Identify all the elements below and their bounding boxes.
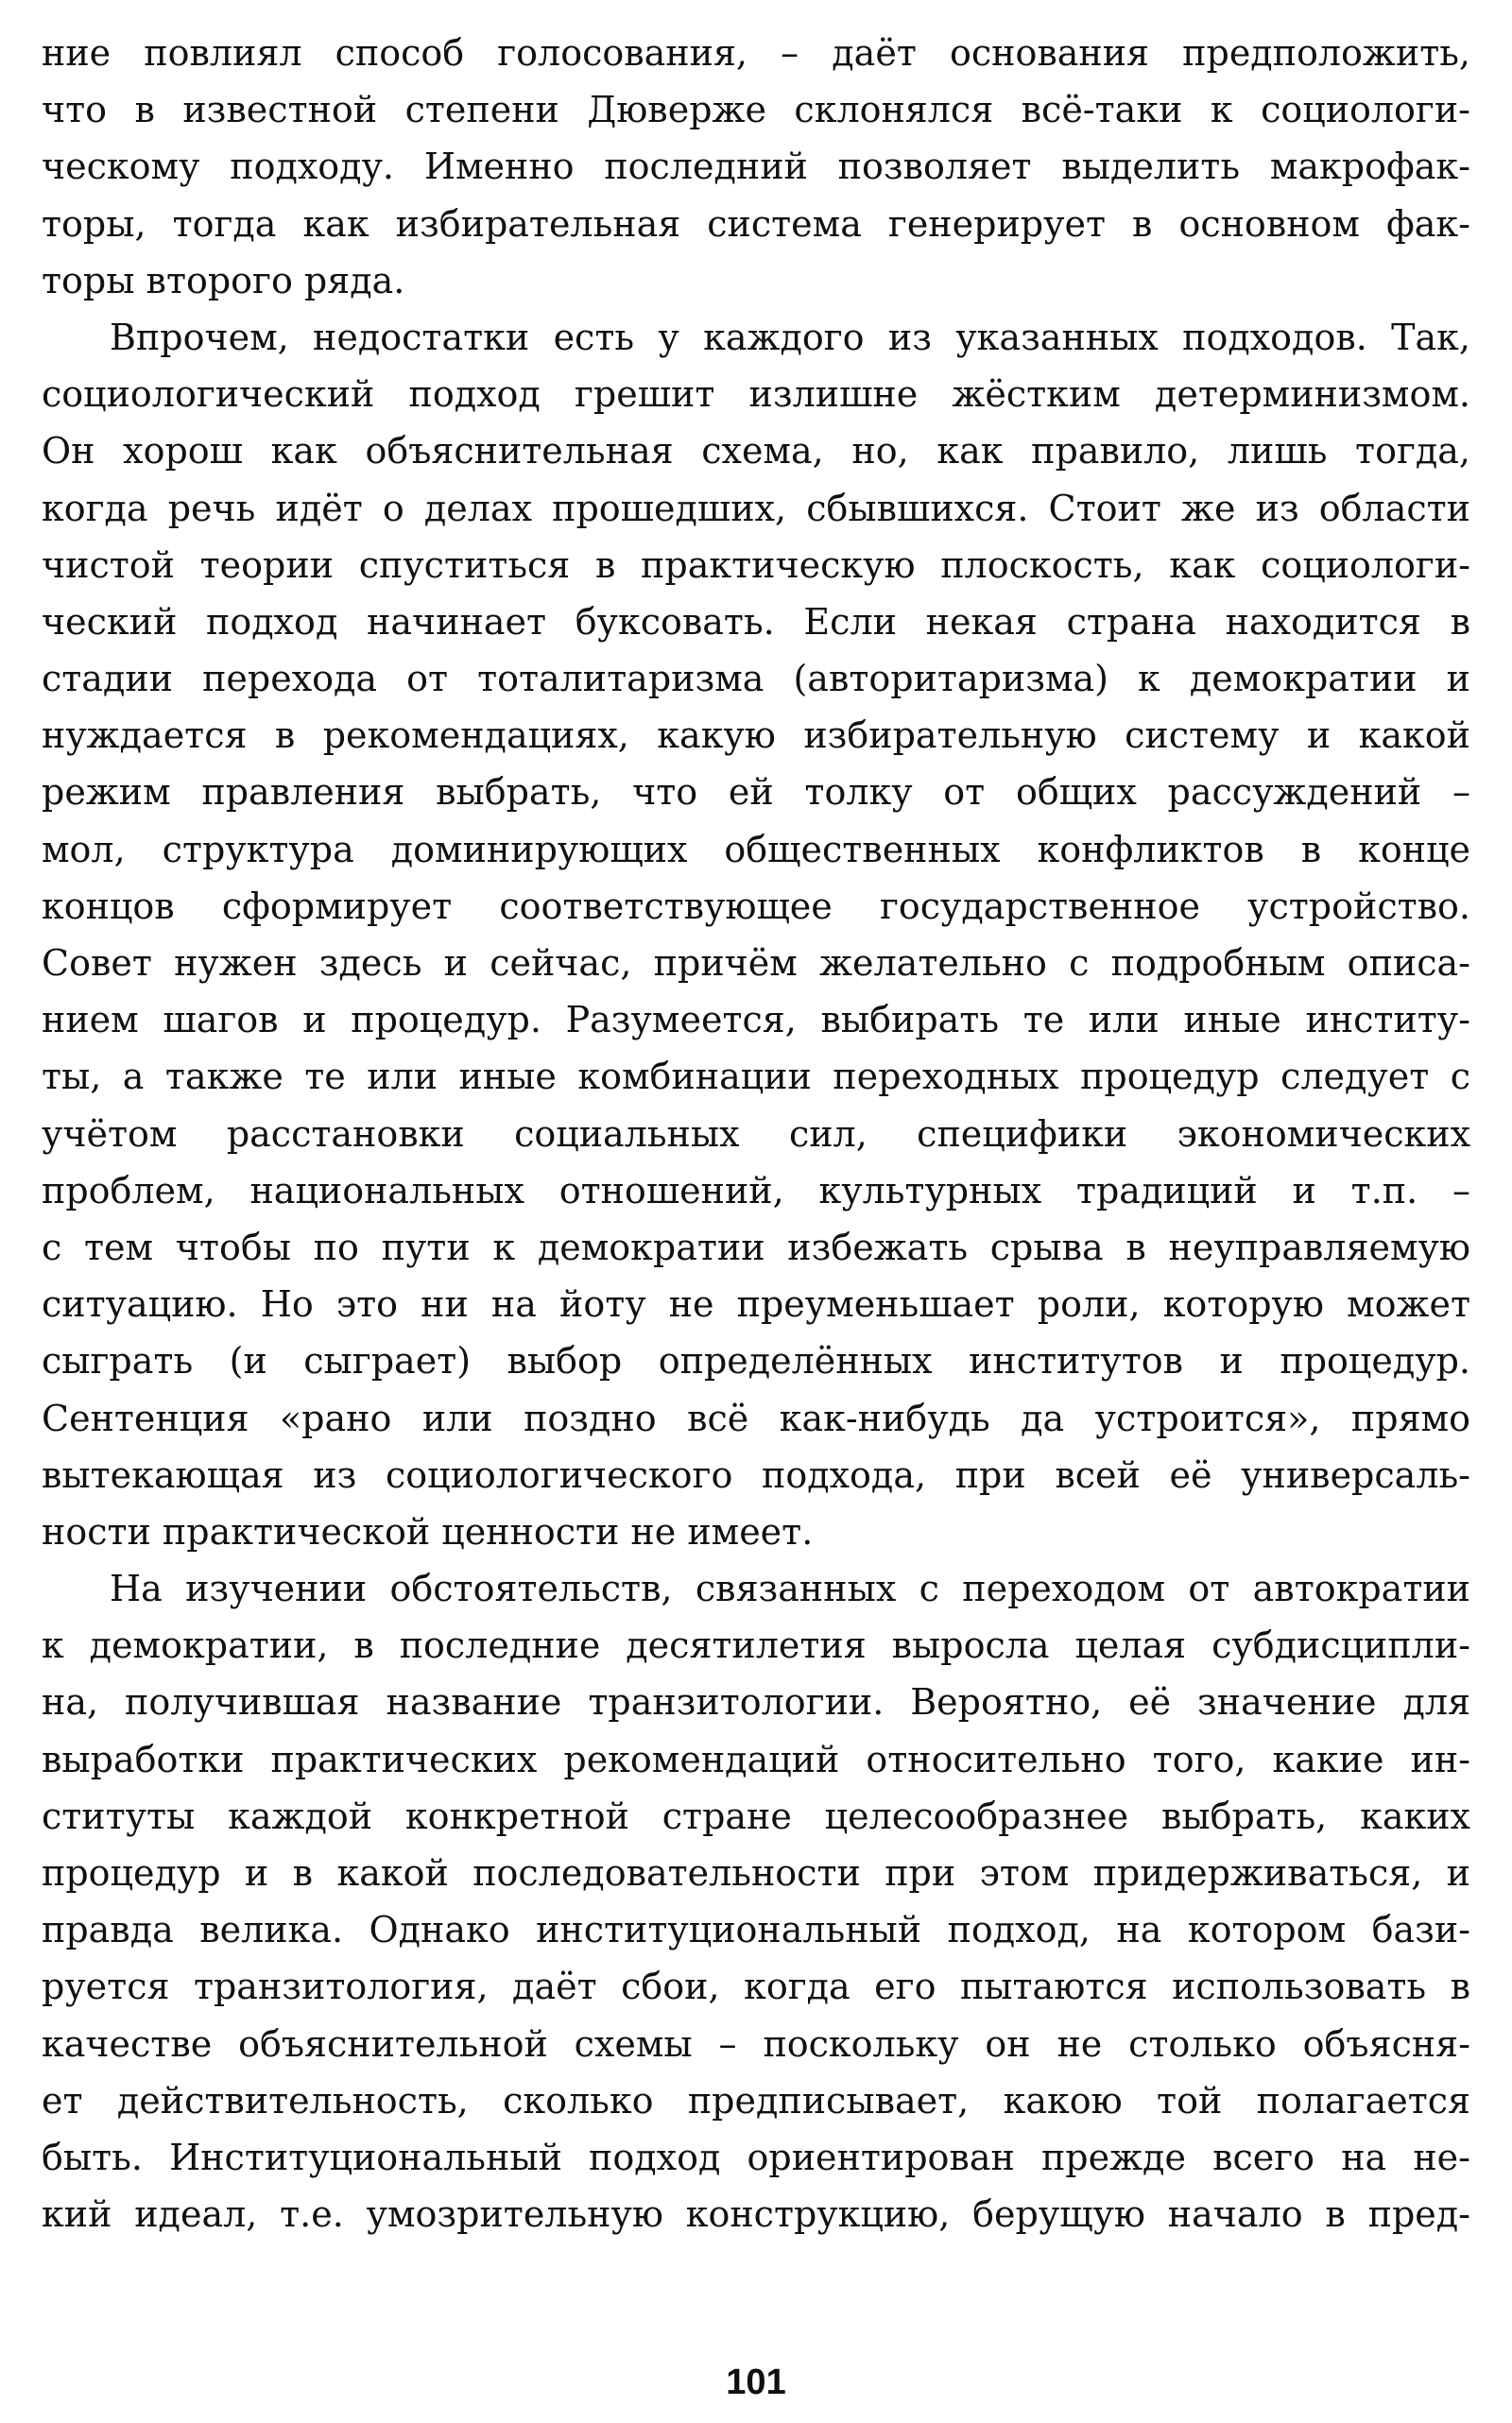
text-line: на, получившая название транзитологии. Вероятно, её значение для [42,1681,1470,1724]
text-line: ситуацию. Но это ни на йоту не преуменьшает роли, которую может [42,1283,1470,1326]
text-line: кий идеал, т.е. умозрительную конструкцию, берущую начало в пред- [42,2193,1470,2236]
text-line: Сентенция «рано или поздно всё как-нибудь да устроится», прямо [42,1397,1470,1439]
text-line: ческому подходу. Именно последний позволяет выделить макрофак- [42,146,1470,188]
text-line: с тем чтобы по пути к демократии избежать срыва в неуправляемую [42,1226,1470,1268]
body-text [42,25,1470,2243]
text-line: нуждается в рекомендациях, какую избирательную систему и какой [42,714,1470,757]
text-line: ние повлиял способ голосования, – даёт основания предположить, [42,32,1470,74]
text-line: ет действительность, сколько предписывает, какою той полагается [42,2079,1470,2122]
text-line: процедур и в какой последовательности при этом придерживаться, и [42,1852,1470,1894]
text-line: быть. Институциональный подход ориентирован прежде всего на не- [42,2136,1470,2178]
text-line: ты, а также те или иные комбинации переходных процедур следует с [42,1056,1470,1098]
text-line: качестве объяснительной схемы – поскольку он не столько объясня- [42,2022,1470,2065]
text-line: мол, структура доминирующих общественных конфликтов в конце [42,828,1470,870]
text-line: Впрочем, недостатки есть у каждого из указанных подходов. Так, [110,316,1470,358]
text-line: сыграть (и сыграет) выбор определённых институтов и процедур. [42,1340,1470,1383]
text-line: когда речь идёт о делах прошедших, сбывшихся. Стоит же из области [42,487,1470,529]
text-line: социологический подход грешит излишне жёстким детерминизмом. [42,373,1470,416]
text-line: Он хорош как объяснительная схема, но, как правило, лишь тогда, [42,430,1470,473]
text-line: что в известной степени Дюверже склонялся всё-таки к социологи- [42,89,1470,131]
text-line: концов сформирует соответствующее государственное устройство. [42,885,1470,927]
text-line: выработки практических рекомендаций относительно того, какие ин- [42,1738,1470,1780]
page-number: 101 [726,2363,786,2402]
text-line: Совет нужен здесь и сейчас, причём желательно с подробным описа- [42,942,1470,984]
text-line: руется транзитология, даёт сбои, когда его пытаются использовать в [42,1966,1470,2008]
text-line: чистой теории спуститься в практическую плоскость, как социологи- [42,543,1470,586]
text-line: ности практической ценности не имеет. [42,1510,814,1553]
text-line: нием шагов и процедур. Разумеется, выбирать те или иные институ- [42,999,1470,1041]
text-line: торы второго ряда. [42,259,405,301]
text-line: стадии перехода от тоталитаризма (авторитаризма) к демократии и [42,658,1470,700]
text-line: торы, тогда как избирательная система генерирует в основном фак- [42,202,1470,245]
text-line: ституты каждой конкретной стране целесообразнее выбрать, каких [42,1795,1470,1837]
text-line: к демократии, в последние десятилетия выросла целая субдисципли- [42,1624,1470,1667]
text-line: режим правления выбрать, что ей толку от общих рассуждений – [42,771,1470,814]
text-line: На изучении обстоятельств, связанных с переходом от автократии [110,1568,1470,1610]
text-line: ческий подход начинает буксовать. Если некая страна находится в [42,600,1470,643]
text-line: учётом расстановки социальных сил, специфики экономических [42,1112,1470,1155]
text-line: правда велика. Однако институциональный подход, на котором бази- [42,1909,1470,1951]
text-line: проблем, национальных отношений, культурных традиций и т.п. – [42,1169,1470,1212]
text-line: вытекающая из социологического подхода, при всей её универсаль- [42,1453,1470,1496]
